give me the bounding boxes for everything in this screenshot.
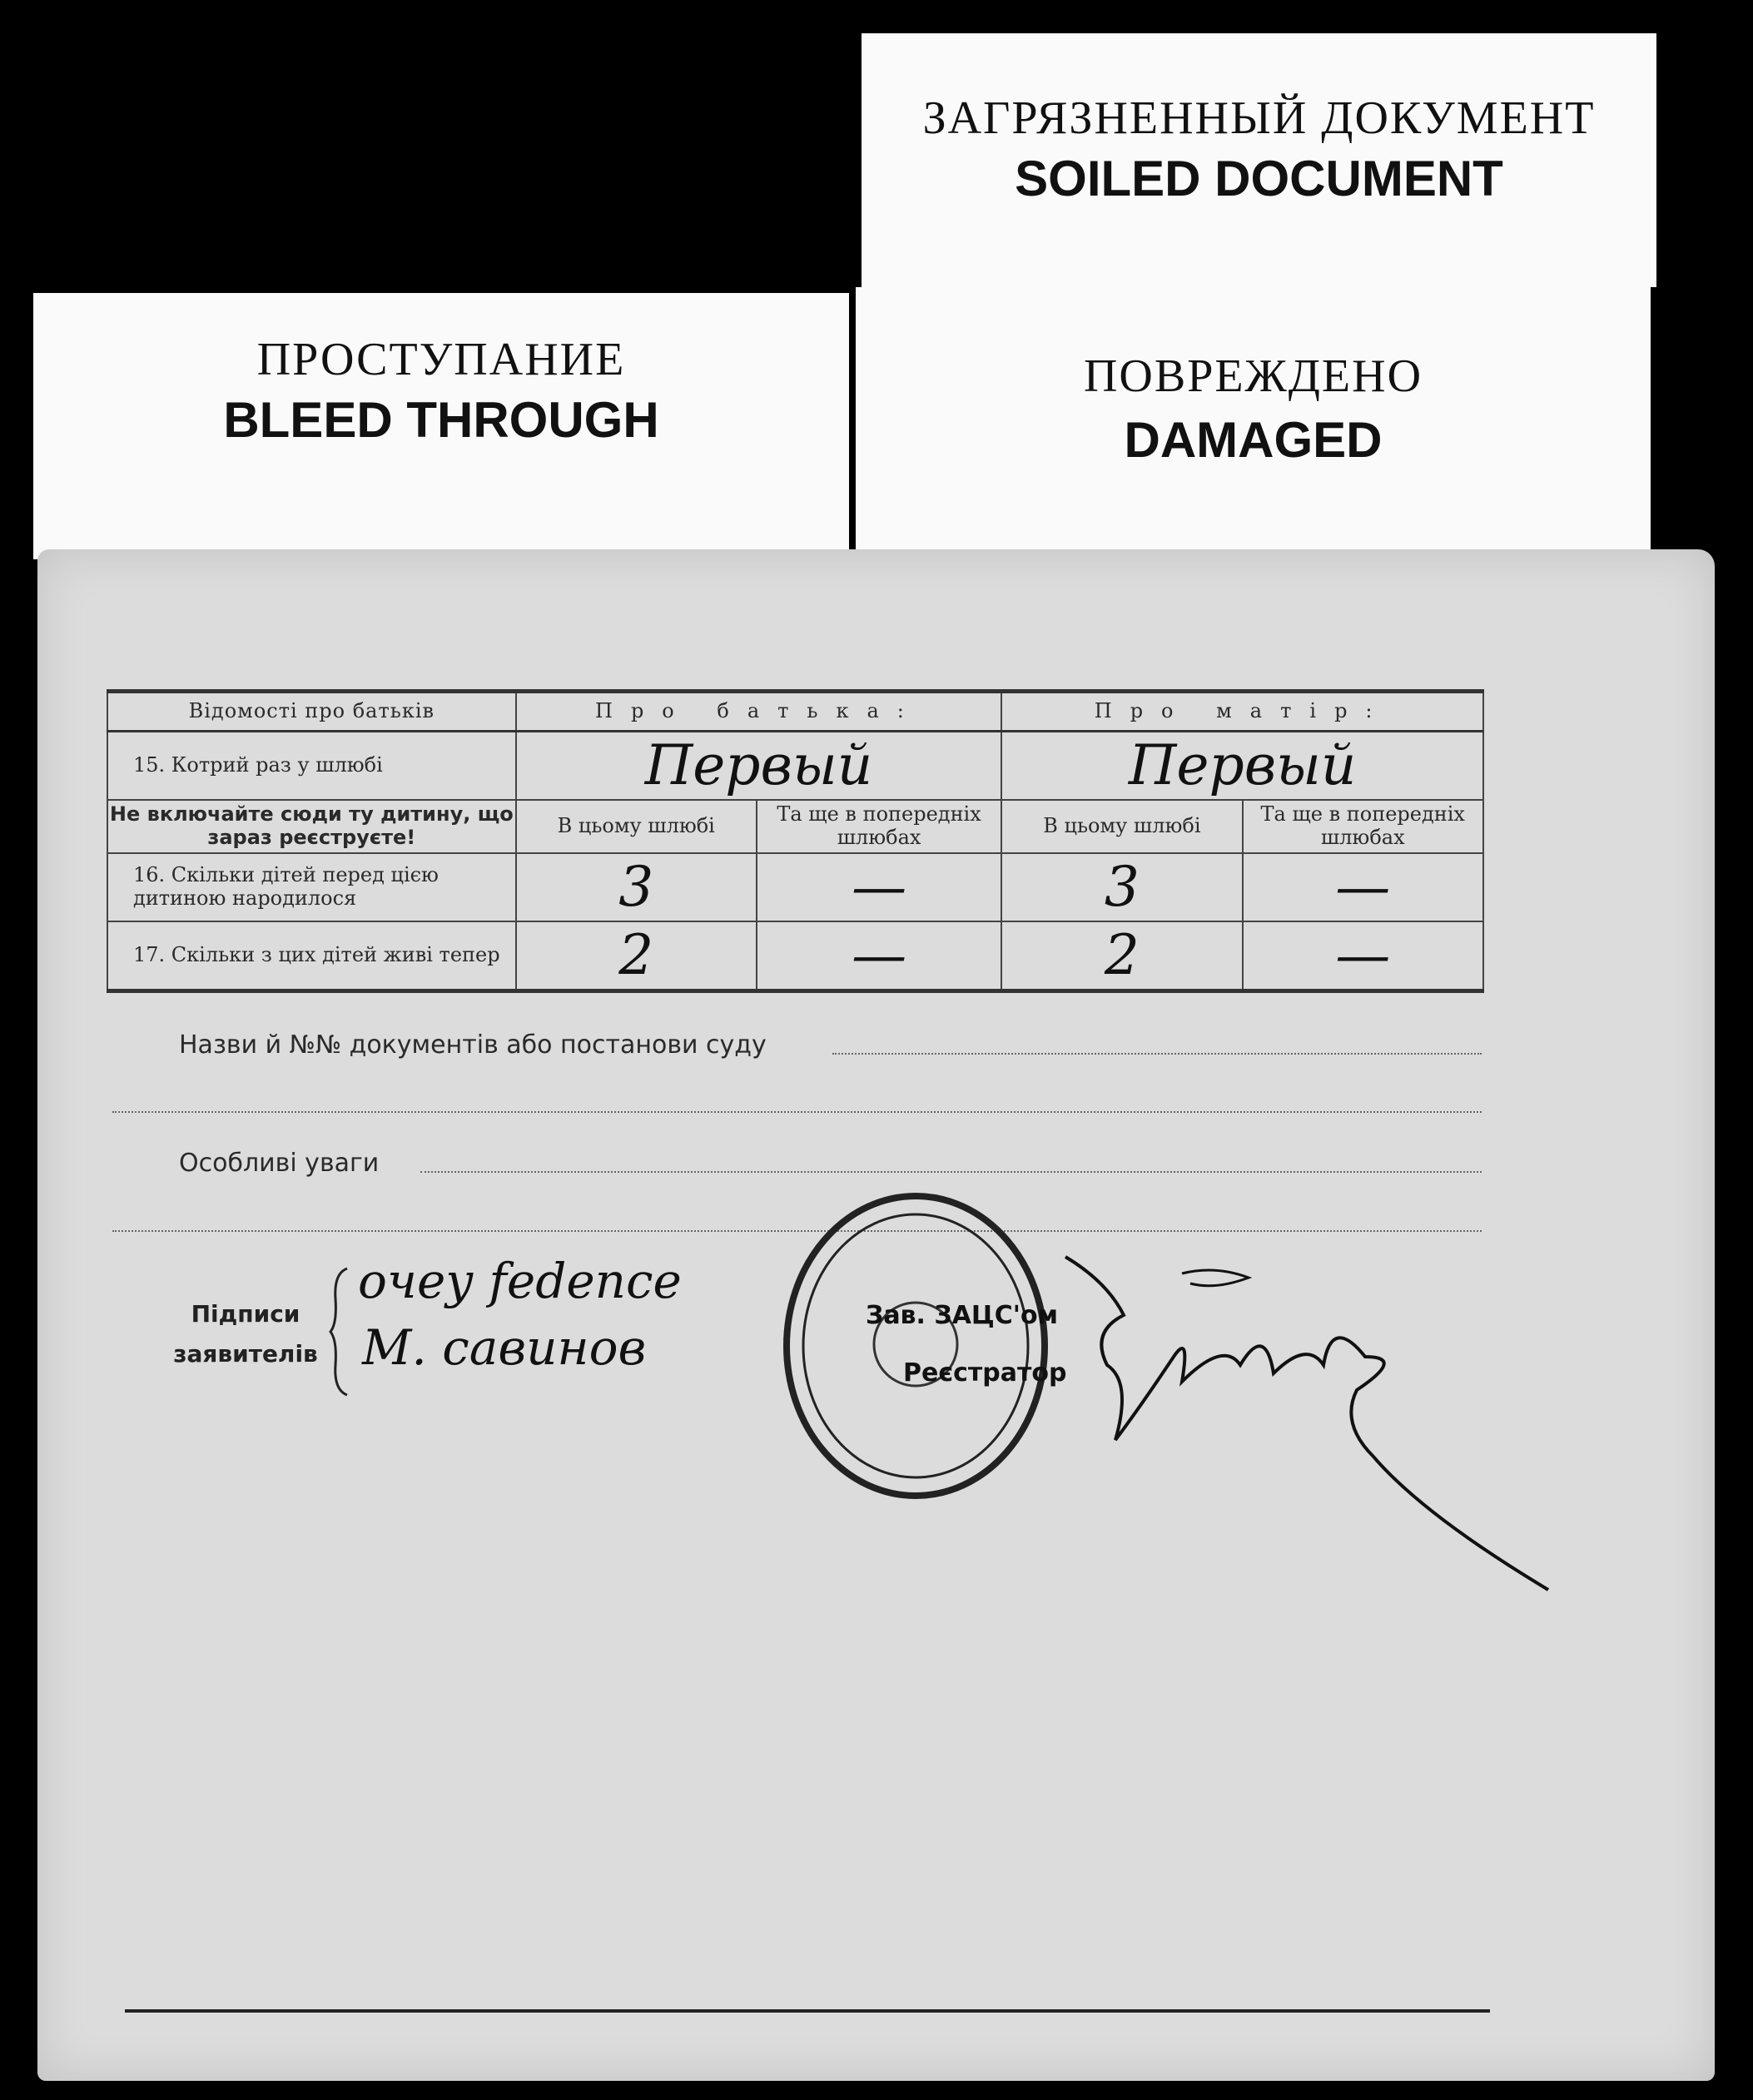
row16-father-prev: — <box>852 855 907 920</box>
official-stamp <box>778 1186 1053 1507</box>
subheader-father-previous: Та ще в попередніх шлюбах <box>757 800 1001 853</box>
row17-label: 17. Скільки з цих дітей живі тепер <box>107 921 516 991</box>
row15-father-value: Первый <box>644 733 873 798</box>
row17-mother-prev: — <box>1335 923 1391 988</box>
table-row-16 <box>107 853 1483 921</box>
soiled-label-ru: ЗАГРЯЗНЕННЫЙ ДОКУМЕНТ <box>922 92 1596 144</box>
registrar-label: Реєстратор <box>903 1358 1067 1388</box>
head-registry-label: Зав. ЗАЦС'ом <box>866 1301 1059 1330</box>
row16-label: 16. Скільки дітей перед цією дитиною народилося <box>107 853 516 921</box>
signature-bracket <box>329 1265 354 1398</box>
header-parents-info: Відомості про батьків <box>107 692 516 732</box>
table-row-15 <box>107 732 1483 801</box>
applicant-signature-1: очеу fedence <box>358 1253 682 1309</box>
documents-field-line <box>832 1053 1482 1055</box>
signatures-label: Підписи заявителів <box>173 1300 318 1368</box>
notes-field-line <box>420 1171 1482 1173</box>
row15-label: 15. Котрий раз у шлюбі <box>107 732 516 801</box>
row15-mother-value: Первый <box>1128 733 1357 798</box>
damaged-label-ru: ПОВРЕЖДЕНО <box>1083 350 1423 402</box>
damaged-label-en: DAMAGED <box>1124 412 1383 468</box>
row16-mother-prev: — <box>1335 855 1391 920</box>
row16-father-current: 3 <box>618 855 654 920</box>
row17-mother-current: 2 <box>1104 923 1140 988</box>
applicant-signature-2: M. савинов <box>362 1319 647 1376</box>
documents-field-label: Назви й №№ документів або постанови суду <box>179 1030 767 1060</box>
header-father: Про батька: <box>516 692 1002 732</box>
subheader-note: Не включайте сюди ту дитину, що зараз реєструєте! <box>107 800 516 853</box>
soiled-document-card <box>862 33 1656 287</box>
header-mother: Про матір: <box>1001 692 1483 732</box>
row17-father-current: 2 <box>618 923 654 988</box>
parents-info-table <box>107 689 1484 993</box>
table-row-17 <box>107 921 1483 991</box>
notes-field-label: Особливі уваги <box>179 1149 380 1178</box>
row16-mother-current: 3 <box>1104 855 1140 920</box>
subheader-mother-current: В цьому шлюбі <box>1001 800 1242 853</box>
soiled-label-en: SOILED DOCUMENT <box>1015 151 1503 206</box>
bottom-rule <box>125 2009 1490 2013</box>
bleed-through-card <box>33 293 849 559</box>
documents-field-line-2 <box>112 1111 1482 1113</box>
row17-father-prev: — <box>852 923 907 988</box>
subheader-father-current: В цьому шлюбі <box>516 800 757 853</box>
subheader-mother-previous: Та ще в попередніх шлюбах <box>1243 800 1484 853</box>
table-subheader-row <box>107 800 1483 853</box>
registrar-signature <box>1057 1240 1557 1606</box>
bleed-label-en: BLEED THROUGH <box>223 392 659 448</box>
table-header-row <box>107 692 1483 732</box>
damaged-card <box>856 287 1651 566</box>
bleed-label-ru: ПРОСТУПАНИЕ <box>256 334 626 385</box>
